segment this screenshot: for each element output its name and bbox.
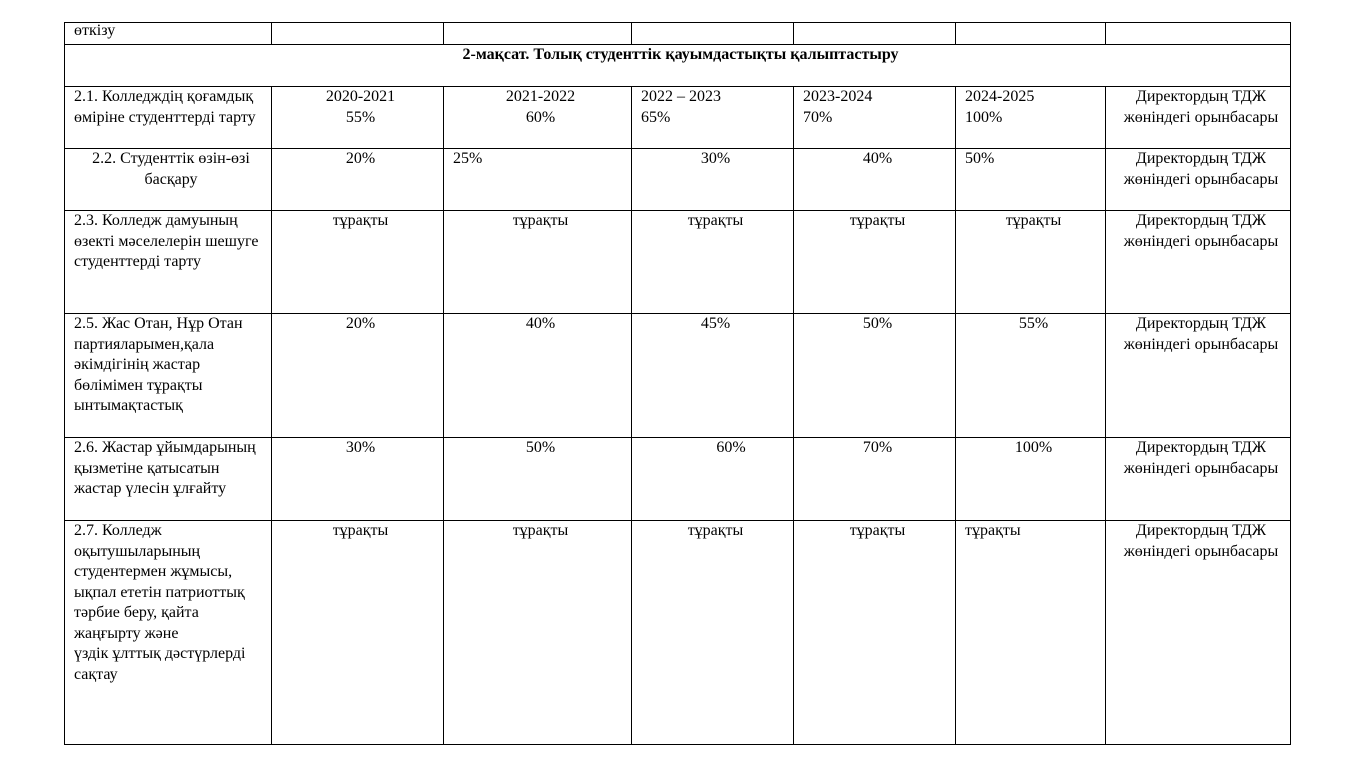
cell-empty (444, 23, 632, 45)
row-value: тұрақты (632, 521, 794, 745)
row-value: тұрақты (632, 211, 794, 314)
row-responsible: Директордың ТДЖ жөніндегі орынбасары (1106, 211, 1291, 314)
row-value: 20% (272, 314, 444, 438)
row-label: 2.3. Колледж дамуының өзекті мәселелерін шешуге студенттерді тарту (65, 211, 272, 314)
row-value: тұрақты (272, 521, 444, 745)
table-row-top (65, 23, 1291, 45)
table-row (65, 87, 1291, 149)
row-responsible: Директордың ТДЖ жөніндегі орынбасары (1106, 149, 1291, 211)
plan-table (64, 22, 1291, 745)
row-value: 20% (272, 149, 444, 211)
row-value: 2020-2021 55% (272, 87, 444, 149)
row-value: тұрақты (794, 211, 956, 314)
row-value: 70% (794, 438, 956, 521)
row-value: 50% (956, 149, 1106, 211)
row-label: 2.6. Жастар ұйымдарының қызметіне қатысатын жастар үлесін ұлғайту (65, 438, 272, 521)
row-value: тұрақты (956, 211, 1106, 314)
row-value: тұрақты (444, 521, 632, 745)
row-responsible: Директордың ТДЖ жөніндегі орынбасары (1106, 521, 1291, 745)
row-value: тұрақты (444, 211, 632, 314)
row-label: 2.2. Студенттік өзін-өзі басқару (65, 149, 272, 211)
row-value: 55% (956, 314, 1106, 438)
table-row (65, 314, 1291, 438)
goal-row (65, 45, 1291, 87)
row-value: 25% (444, 149, 632, 211)
row-value: 50% (794, 314, 956, 438)
row-value: 100% (956, 438, 1106, 521)
row-value: тұрақты (794, 521, 956, 745)
table-row (65, 149, 1291, 211)
row-responsible: Директордың ТДЖ жөніндегі орынбасары (1106, 87, 1291, 149)
row-value: 50% (444, 438, 632, 521)
row-value: 40% (444, 314, 632, 438)
row-label: 2.7. Колледж оқытушыларының студентермен жұмысы, ықпал ететін патриоттық тәрбие беру, қайта жаңғырту және үздік ұлттық дәстүрлерді сақтау (65, 521, 272, 745)
cell-top-label: өткізу (65, 23, 272, 45)
row-value: 60% (632, 438, 794, 521)
row-value: 40% (794, 149, 956, 211)
row-value: 30% (632, 149, 794, 211)
cell-empty (632, 23, 794, 45)
goal-heading: 2-мақсат. Толық студенттік қауымдастықты қалыптастыру (65, 45, 1291, 87)
row-value: 2024-2025 100% (956, 87, 1106, 149)
table-row (65, 521, 1291, 745)
cell-empty (272, 23, 444, 45)
row-responsible: Директордың ТДЖ жөніндегі орынбасары (1106, 314, 1291, 438)
row-value: тұрақты (956, 521, 1106, 745)
row-value: тұрақты (272, 211, 444, 314)
row-responsible: Директордың ТДЖ жөніндегі орынбасары (1106, 438, 1291, 521)
table-row (65, 211, 1291, 314)
row-label: 2.1. Колледждің қоғамдық өміріне студенттерді тарту (65, 87, 272, 149)
row-value: 45% (632, 314, 794, 438)
cell-empty (956, 23, 1106, 45)
row-label: 2.5. Жас Отан, Нұр Отан партияларымен,қала әкімдігінің жастар бөлімімен тұрақты ынтымақтастық (65, 314, 272, 438)
row-value: 2022 – 2023 65% (632, 87, 794, 149)
table-row (65, 438, 1291, 521)
row-value: 30% (272, 438, 444, 521)
row-value: 2023-2024 70% (794, 87, 956, 149)
row-value: 2021-2022 60% (444, 87, 632, 149)
cell-empty (794, 23, 956, 45)
cell-empty (1106, 23, 1291, 45)
